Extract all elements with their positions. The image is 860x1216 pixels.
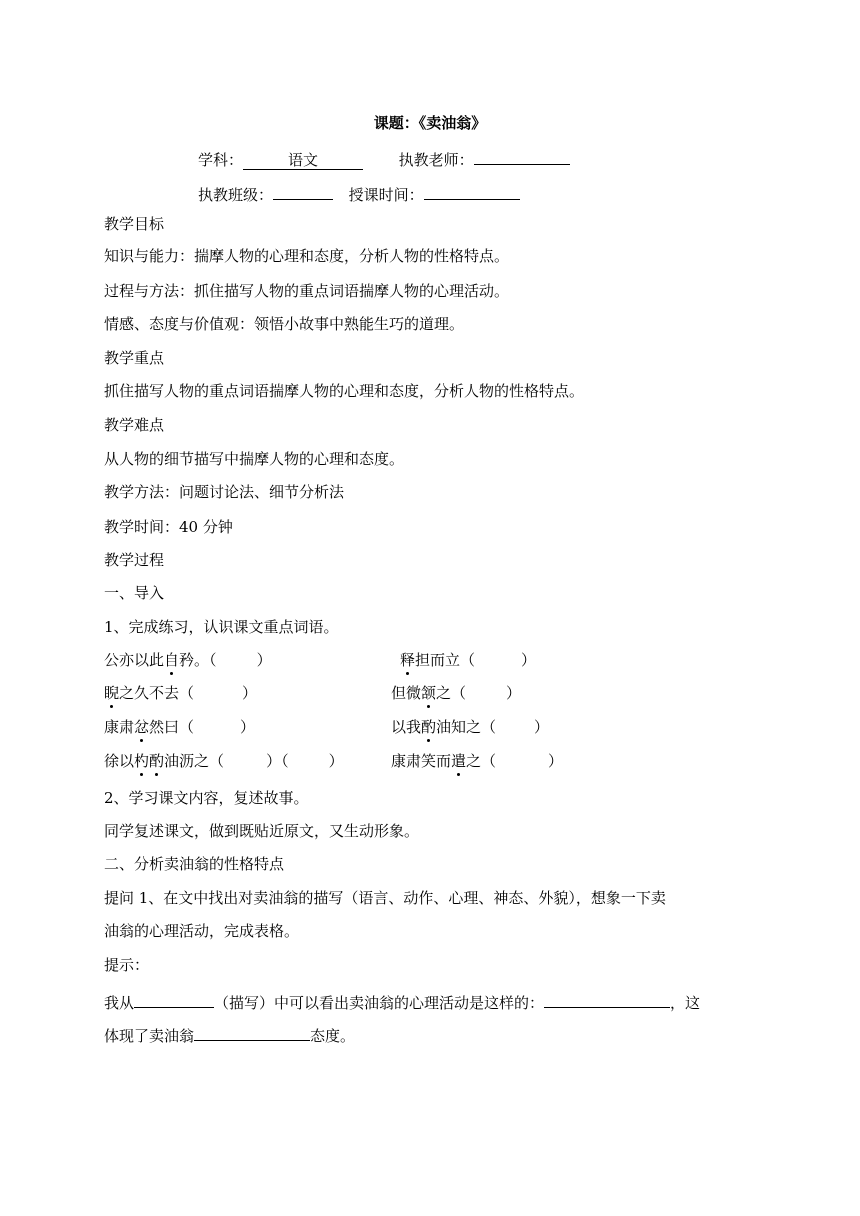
step-analysis: 二、分析卖油翁的性格特点	[104, 855, 285, 873]
teacher-blank	[474, 146, 570, 165]
goal-process: 过程与方法：抓住描写人物的重点词语揣摩人物的心理活动。	[104, 282, 510, 300]
description-blank	[134, 989, 214, 1008]
difficult-text: 从人物的细节描写中揣摩人物的心理和态度。	[104, 450, 405, 468]
task-vocabulary: 1、完成练习，认识课文重点词语。	[104, 618, 339, 636]
subject-line	[198, 146, 570, 170]
key-heading: 教学重点	[104, 349, 165, 367]
key-text: 抓住描写人物的重点词语揣摩人物的心理和态度，分析人物的性格特点。	[104, 382, 585, 400]
class-line	[198, 181, 520, 205]
step-intro: 一、导入	[104, 584, 165, 602]
process-heading: 教学过程	[104, 551, 165, 569]
exercise-4-right: 康肃笑而遣之（ ）	[391, 752, 564, 770]
teaching-method: 教学方法：问题讨论法、细节分析法	[104, 483, 345, 501]
exercise-4-left: 徐以杓酌油沥之（ ）（ ）	[104, 752, 344, 770]
exercise-2-right: 但微颔之（ ）	[391, 684, 522, 702]
time-label: 授课时间：	[348, 186, 424, 204]
task-retell: 2、学习课文内容，复述故事。	[104, 789, 309, 807]
goals-heading: 教学目标	[104, 215, 165, 233]
hint-sentence-line-1: 我从 （描写）中可以看出卖油翁的心理活动是这样的： ，这	[104, 989, 700, 1013]
question-1-line-2: 油翁的心理活动，完成表格。	[104, 922, 300, 940]
page-title: 课题：《卖油翁》	[373, 114, 487, 132]
psychology-blank	[544, 989, 670, 1008]
exercise-3-right: 以我酌油知之（ ）	[391, 718, 550, 736]
time-blank	[424, 181, 520, 200]
hint-sentence-line-2: 体现了卖油翁 态度。	[104, 1022, 355, 1046]
retell-instruction: 同学复述课文，做到既贴近原文，又生动形象。	[104, 822, 420, 840]
subject-label: 学科：	[198, 151, 244, 169]
subject-value: 语文	[243, 151, 363, 170]
exercise-3-left: 康肃忿然曰（ ）	[104, 718, 256, 736]
difficult-heading: 教学难点	[104, 416, 165, 434]
teacher-label: 执教老师：	[398, 151, 474, 169]
exercise-1-left: 公亦以此自矜。（ ）	[104, 651, 272, 669]
question-1-line-1: 提问 1、在文中找出对卖油翁的描写（语言、动作、心理、神态、外貌），想象一下卖	[104, 889, 666, 907]
exercise-1-right: 释担而立（ ）	[400, 651, 537, 669]
exercise-2-left: 睨之久不去（ ）	[104, 684, 258, 702]
class-label: 执教班级：	[198, 186, 274, 204]
goal-emotion: 情感、态度与价值观：领悟小故事中熟能生巧的道理。	[104, 315, 465, 333]
hint-label: 提示：	[104, 956, 150, 974]
class-blank	[273, 181, 333, 200]
teaching-duration: 教学时间：40 分钟	[104, 518, 233, 536]
goal-knowledge: 知识与能力：揣摩人物的心理和态度，分析人物的性格特点。	[104, 247, 510, 265]
attitude-blank	[194, 1022, 310, 1041]
